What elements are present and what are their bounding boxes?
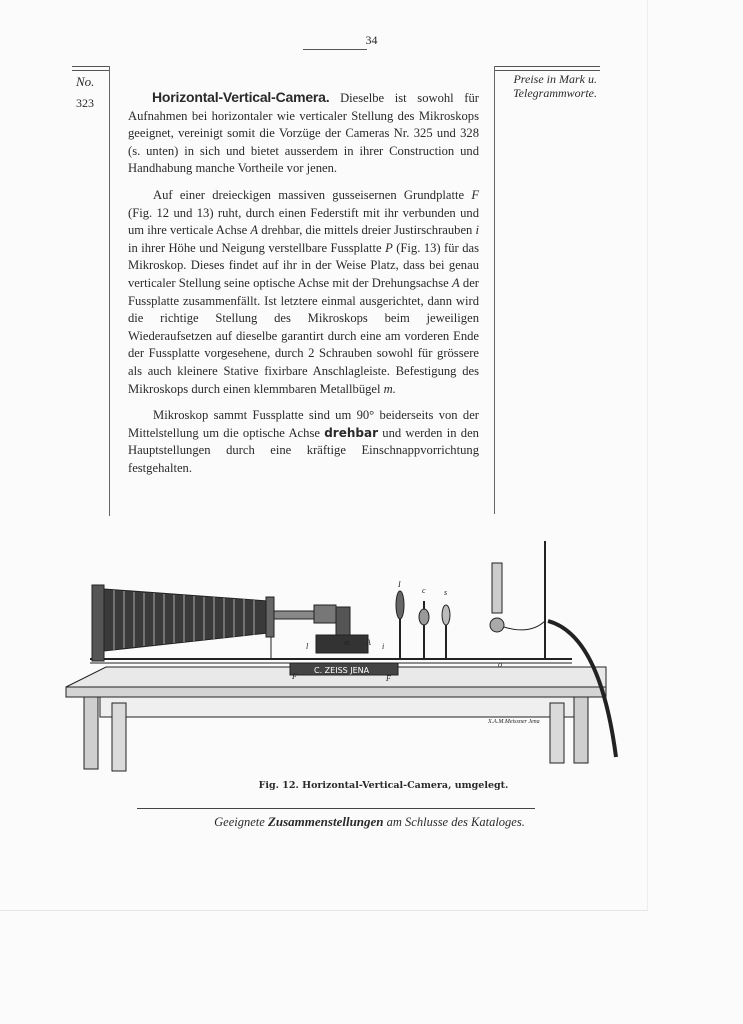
microscope-head: [314, 605, 336, 623]
gas-pipe: [504, 621, 545, 630]
table-leg: [112, 703, 126, 771]
figure-label: c: [422, 586, 426, 595]
paragraph-2: Auf einer dreieckigen massiven gusseisernen Grundplatte F (Fig. 12 und 13) ruht, durch einen Federstift mit ihr verbunden und um ihre verticale Achse A drehbar, die mittels dreier Justirschrauben i in ihrer Höhe und Neigung verstellbare Fussplatte P (Fig. 13) für das Mikroskop. Dieses findet auf ihr in der Weise Platz, dass bei genau verticaler Stellung seine optische Achse mit der Drehungsachse A der Fussplatte zusammenfällt. Ist letztere einmal ausgerichtet, dann wird die richtige Stellung des Mikroskops beim jeweiligen Wiederaufsetzen auf dieselbe garantirt durch eine am vorderen Ende der Fussplatte vorgesehene, durch 2 Schrauben sowohl für grössere als auch kleinere Stative fixirbare Anschlagleiste. Befestigung des Mikroskops durch einen klemmbaren Metallbügel m.: [128, 187, 480, 396]
lamp-chimney: [492, 563, 502, 613]
figure-label: I: [398, 580, 401, 589]
footer-note: Geeignete Zusammenstellungen am Schlusse des Kataloges.: [214, 814, 525, 829]
article-body: [128, 89, 479, 486]
footer-rule: [137, 808, 535, 809]
paragraph-1: Horizontal-Vertical-Camera. Dieselbe ist sowohl für Aufnahmen bei horizontaler wie verticaler Stellung des Mikroskops geeignet, vereinigt somit die Vorzüge der Cameras Nr. 325 und 328 (s. unten) in sich und bietet ausserdem in ihrer Construction und Handhabung manche Vortheile vor jenen.: [128, 89, 479, 176]
microscope-base: [316, 635, 368, 653]
camera-illustration: [60, 535, 620, 775]
page-number: 34: [365, 33, 378, 47]
right-column-rule: [494, 66, 600, 67]
table-apron: [100, 697, 580, 717]
left-column-rule: [72, 66, 109, 67]
condenser: [419, 609, 429, 625]
engraver-signature: X.A.M.Meissner Jena: [488, 719, 540, 725]
figure-label: o: [498, 660, 502, 669]
figure-label: F: [292, 672, 297, 681]
page-edge: [647, 0, 648, 910]
figure-label: l: [306, 642, 309, 651]
table-leg: [550, 703, 564, 763]
figure-label: A: [366, 638, 371, 647]
iris-diaphragm: [396, 591, 404, 619]
number-column-label: No.: [76, 74, 95, 89]
table-leg: [574, 697, 588, 763]
figure-label: i: [382, 642, 385, 651]
figure-label: m: [344, 638, 350, 647]
figure-label: F: [386, 674, 391, 683]
left-column-rule: [72, 70, 109, 71]
figure-label: s: [444, 588, 448, 597]
microscope-body: [336, 607, 350, 637]
camera-bellows: [104, 589, 268, 651]
page-number-rule: [303, 49, 367, 50]
article-title: Horizontal-Vertical-Camera.: [152, 89, 330, 105]
catalog-number: 323: [76, 96, 94, 110]
right-column-divider: [494, 66, 495, 514]
paragraph-3: Mikroskop sammt Fussplatte sind um 90° beiderseits von der Mittelstellung um die optische Achse drehbar und werden in den Hauptstellungen durch eine kräftige Einschnappvorrichtung festgehalten.: [128, 408, 479, 475]
page-edge: [0, 910, 648, 911]
price-column-label: Preise in Mark u. Telegrammworte.: [513, 72, 597, 100]
right-column-rule: [494, 70, 600, 71]
camera-engraving: [60, 535, 620, 775]
maker-plate-text: C. ZEISS JENA: [314, 666, 370, 675]
lamp-bulb: [490, 618, 504, 632]
left-column-divider: [109, 66, 110, 516]
table-leg: [84, 697, 98, 769]
figure-caption: Fig. 12. Horizontal-Vertical-Camera, umgelegt.: [258, 780, 509, 791]
camera-back: [92, 585, 104, 661]
lens-tube: [274, 611, 314, 619]
table-edge: [66, 687, 606, 697]
screen: [442, 605, 450, 625]
lens-board: [266, 597, 274, 637]
